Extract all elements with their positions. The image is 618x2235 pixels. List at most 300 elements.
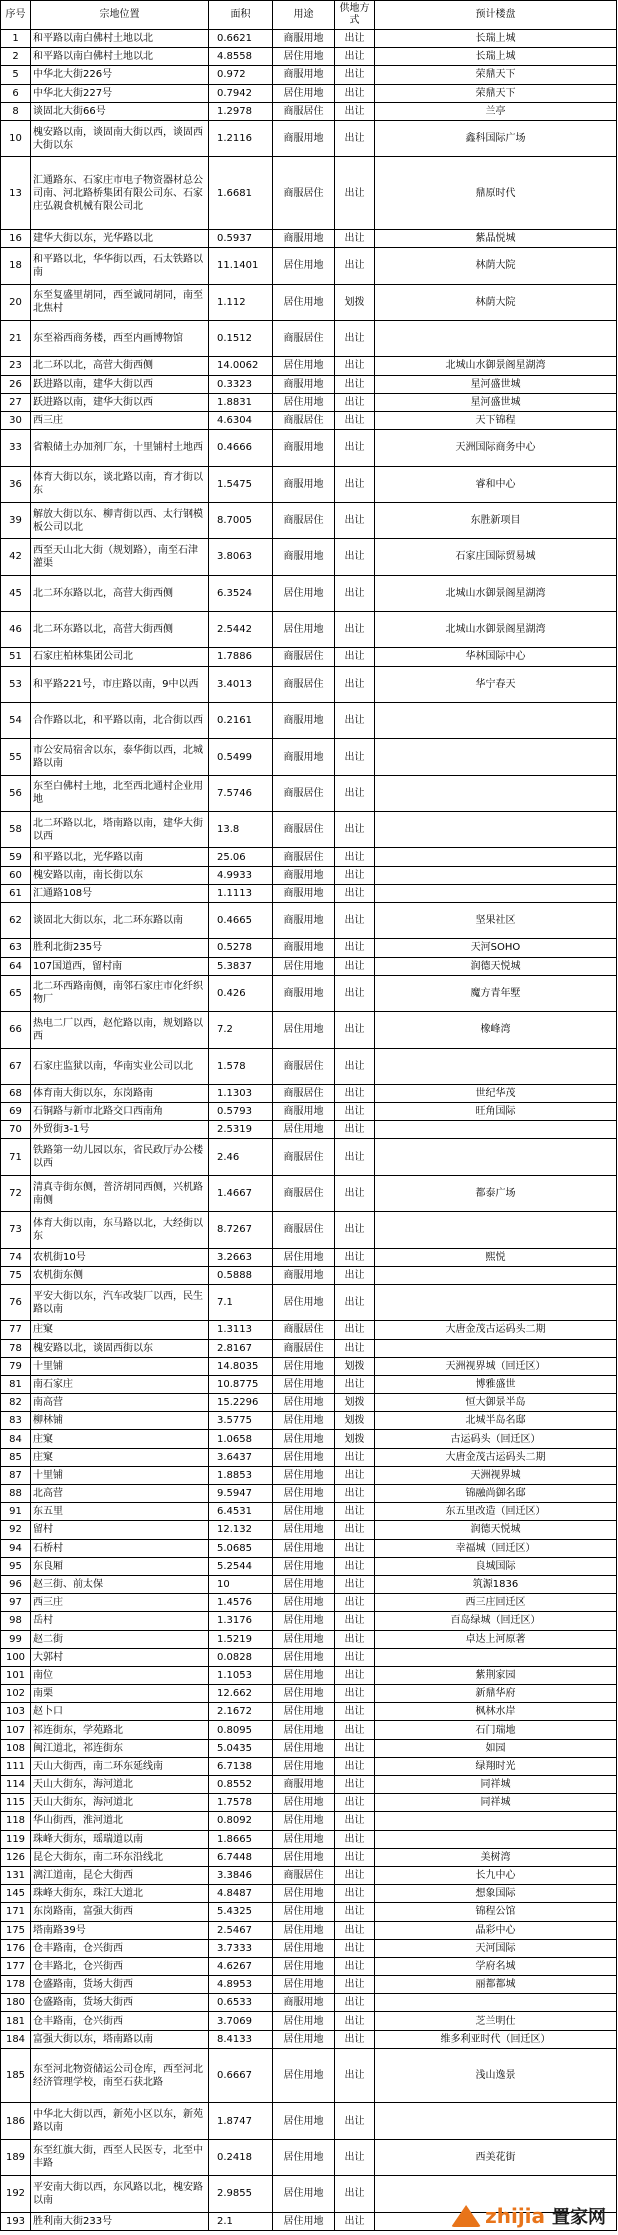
cell-idx: 67 bbox=[1, 1048, 31, 1084]
cell-location: 和平路221号，市庄路以南，9中以西 bbox=[31, 666, 209, 702]
cell-use: 居住用地 bbox=[273, 957, 335, 975]
cell-use: 商服用地 bbox=[273, 1994, 335, 2012]
table-row bbox=[1, 1375, 617, 1393]
cell-supply: 出让 bbox=[335, 2048, 375, 2103]
cell-location: 仓丰路北，仓兴街西 bbox=[31, 1957, 209, 1975]
table-body bbox=[1, 30, 617, 2231]
table-row bbox=[1, 1739, 617, 1757]
cell-supply: 出让 bbox=[335, 102, 375, 120]
cell-area: 0.3323 bbox=[209, 375, 273, 393]
cell-location: 西三庄 bbox=[31, 411, 209, 429]
cell-area: 13.8 bbox=[209, 812, 273, 848]
cell-project: 卓达上河原著 bbox=[375, 1630, 617, 1648]
cell-project bbox=[375, 2103, 617, 2139]
cell-idx: 42 bbox=[1, 539, 31, 575]
cell-location: 北二环路以北，塔南路以南，建华大街以西 bbox=[31, 812, 209, 848]
table-row bbox=[1, 612, 617, 648]
cell-area: 3.2663 bbox=[209, 1248, 273, 1266]
table-row bbox=[1, 411, 617, 429]
cell-supply: 出让 bbox=[335, 1830, 375, 1848]
cell-location: 北二环东路以北，高营大街西侧 bbox=[31, 575, 209, 611]
table-row bbox=[1, 1339, 617, 1357]
cell-idx: 192 bbox=[1, 2176, 31, 2212]
cell-supply: 出让 bbox=[335, 884, 375, 902]
cell-project: 林荫大院 bbox=[375, 248, 617, 284]
table-row bbox=[1, 30, 617, 48]
cell-area: 4.6304 bbox=[209, 411, 273, 429]
table-row bbox=[1, 1575, 617, 1593]
brand-cn: 置家网 bbox=[552, 2207, 606, 2228]
cell-area: 6.7448 bbox=[209, 1848, 273, 1866]
cell-idx: 68 bbox=[1, 1084, 31, 1102]
cell-use: 商服居住 bbox=[273, 1212, 335, 1248]
cell-supply: 出让 bbox=[335, 1812, 375, 1830]
cell-area: 0.2418 bbox=[209, 2139, 273, 2175]
cell-area: 2.46 bbox=[209, 1139, 273, 1175]
cell-area: 3.4013 bbox=[209, 666, 273, 702]
cell-area: 1.8747 bbox=[209, 2103, 273, 2139]
table-row bbox=[1, 2030, 617, 2048]
cell-area: 3.5775 bbox=[209, 1412, 273, 1430]
cell-supply: 出让 bbox=[335, 1903, 375, 1921]
cell-idx: 145 bbox=[1, 1885, 31, 1903]
cell-location: 清真寺街东侧，普济胡同西侧，兴机路南侧 bbox=[31, 1175, 209, 1211]
cell-project bbox=[375, 321, 617, 357]
cell-location: 南位 bbox=[31, 1666, 209, 1684]
cell-location: 东五里 bbox=[31, 1503, 209, 1521]
cell-project: 北城半岛名邸 bbox=[375, 1412, 617, 1430]
cell-location: 仓丰路南，仓兴街西 bbox=[31, 1939, 209, 1957]
cell-supply: 出让 bbox=[335, 1266, 375, 1284]
cell-supply: 出让 bbox=[335, 430, 375, 466]
cell-area: 6.4531 bbox=[209, 1503, 273, 1521]
cell-supply: 划拨 bbox=[335, 1430, 375, 1448]
cell-location: 昆仑大街东，南二环东沿线北 bbox=[31, 1848, 209, 1866]
cell-project: 芝兰明仕 bbox=[375, 2012, 617, 2030]
table-row bbox=[1, 430, 617, 466]
cell-idx: 51 bbox=[1, 648, 31, 666]
table-row bbox=[1, 1139, 617, 1175]
cell-area: 2.8167 bbox=[209, 1339, 273, 1357]
cell-use: 商服用地 bbox=[273, 903, 335, 939]
table-row bbox=[1, 1776, 617, 1794]
cell-idx: 69 bbox=[1, 1103, 31, 1121]
cell-location: 和平路以北，光华路以南 bbox=[31, 848, 209, 866]
cell-use: 商服居住 bbox=[273, 648, 335, 666]
cell-idx: 107 bbox=[1, 1721, 31, 1739]
cell-area: 12.662 bbox=[209, 1685, 273, 1703]
cell-location: 胜利南大街233号 bbox=[31, 2212, 209, 2230]
cell-project bbox=[375, 1648, 617, 1666]
table-row bbox=[1, 1539, 617, 1557]
cell-project bbox=[375, 1048, 617, 1084]
table-row bbox=[1, 1012, 617, 1048]
cell-idx: 92 bbox=[1, 1521, 31, 1539]
cell-supply: 出让 bbox=[335, 612, 375, 648]
cell-location: 仓盛路南，货场大街西 bbox=[31, 1976, 209, 1994]
cell-area: 0.5888 bbox=[209, 1266, 273, 1284]
cell-use: 居住用地 bbox=[273, 1448, 335, 1466]
cell-use: 居住用地 bbox=[273, 1848, 335, 1866]
cell-use: 居住用地 bbox=[273, 2212, 335, 2230]
cell-area: 5.0685 bbox=[209, 1539, 273, 1557]
cell-use: 居住用地 bbox=[273, 1739, 335, 1757]
table-row bbox=[1, 393, 617, 411]
table-row bbox=[1, 1357, 617, 1375]
cell-project: 晶彩中心 bbox=[375, 1921, 617, 1939]
table-row bbox=[1, 1630, 617, 1648]
cell-location: 槐安路以南，南长街以东 bbox=[31, 866, 209, 884]
cell-supply: 出让 bbox=[335, 357, 375, 375]
cell-use: 居住用地 bbox=[273, 284, 335, 320]
cell-idx: 108 bbox=[1, 1739, 31, 1757]
header-area: 面积 bbox=[209, 1, 273, 30]
cell-idx: 23 bbox=[1, 357, 31, 375]
cell-use: 商服用地 bbox=[273, 1103, 335, 1121]
cell-supply: 出让 bbox=[335, 1248, 375, 1266]
cell-project: 长瑞上城 bbox=[375, 30, 617, 48]
cell-project: 星河盛世城 bbox=[375, 375, 617, 393]
table-row bbox=[1, 903, 617, 939]
cell-use: 居住用地 bbox=[273, 575, 335, 611]
cell-idx: 20 bbox=[1, 284, 31, 320]
cell-location: 留村 bbox=[31, 1521, 209, 1539]
cell-supply: 划拨 bbox=[335, 1357, 375, 1375]
cell-use: 居住用地 bbox=[273, 1121, 335, 1139]
cell-area: 14.0062 bbox=[209, 357, 273, 375]
cell-use: 居住用地 bbox=[273, 1812, 335, 1830]
cell-supply: 出让 bbox=[335, 1485, 375, 1503]
table-row bbox=[1, 1048, 617, 1084]
cell-supply: 出让 bbox=[335, 1139, 375, 1175]
table-row bbox=[1, 2139, 617, 2175]
cell-location: 赵二街 bbox=[31, 1630, 209, 1648]
table-row bbox=[1, 1666, 617, 1684]
table-row bbox=[1, 248, 617, 284]
cell-location: 铁路第一幼儿园以东，省民政厅办公楼以西 bbox=[31, 1139, 209, 1175]
table-row bbox=[1, 1448, 617, 1466]
table-row bbox=[1, 1721, 617, 1739]
cell-location: 珠峰大街东，珠江大道北 bbox=[31, 1885, 209, 1903]
table-row bbox=[1, 1557, 617, 1575]
cell-idx: 81 bbox=[1, 1375, 31, 1393]
cell-idx: 79 bbox=[1, 1357, 31, 1375]
cell-use: 商服居住 bbox=[273, 1866, 335, 1884]
cell-use: 居住用地 bbox=[273, 2048, 335, 2103]
cell-supply: 出让 bbox=[335, 1448, 375, 1466]
cell-project bbox=[375, 1284, 617, 1320]
cell-area: 1.8853 bbox=[209, 1466, 273, 1484]
cell-area: 0.426 bbox=[209, 975, 273, 1011]
cell-supply: 出让 bbox=[335, 1794, 375, 1812]
cell-location: 市公安局宿舍以东，泰华街以西，北城路以南 bbox=[31, 739, 209, 775]
cell-use: 商服居住 bbox=[273, 1139, 335, 1175]
cell-idx: 95 bbox=[1, 1557, 31, 1575]
cell-supply: 出让 bbox=[335, 1630, 375, 1648]
cell-idx: 45 bbox=[1, 575, 31, 611]
cell-area: 1.2978 bbox=[209, 102, 273, 120]
cell-project: 筑源1836 bbox=[375, 1575, 617, 1593]
cell-use: 居住用地 bbox=[273, 1284, 335, 1320]
cell-use: 居住用地 bbox=[273, 1375, 335, 1393]
cell-location: 闽江道北，祁连街东 bbox=[31, 1739, 209, 1757]
cell-use: 居住用地 bbox=[273, 1557, 335, 1575]
table-row bbox=[1, 1121, 617, 1139]
cell-use: 居住用地 bbox=[273, 1539, 335, 1557]
cell-supply: 出让 bbox=[335, 1612, 375, 1630]
cell-idx: 73 bbox=[1, 1212, 31, 1248]
cell-project: 同祥城 bbox=[375, 1776, 617, 1794]
cell-idx: 74 bbox=[1, 1248, 31, 1266]
table-row bbox=[1, 1685, 617, 1703]
table-row bbox=[1, 884, 617, 902]
cell-idx: 91 bbox=[1, 1503, 31, 1521]
cell-area: 1.3113 bbox=[209, 1321, 273, 1339]
cell-supply: 出让 bbox=[335, 120, 375, 156]
cell-idx: 21 bbox=[1, 321, 31, 357]
cell-use: 居住用地 bbox=[273, 1612, 335, 1630]
cell-location: 跃进路以南，建华大街以西 bbox=[31, 393, 209, 411]
cell-project: 鼎原时代 bbox=[375, 157, 617, 230]
table-row bbox=[1, 1994, 617, 2012]
cell-project: 荣鼎天下 bbox=[375, 84, 617, 102]
cell-project: 古运码头（回迁区） bbox=[375, 1430, 617, 1448]
cell-use: 商服居住 bbox=[273, 775, 335, 811]
cell-area: 1.578 bbox=[209, 1048, 273, 1084]
cell-area: 10 bbox=[209, 1575, 273, 1593]
cell-use: 居住用地 bbox=[273, 1521, 335, 1539]
cell-project: 大唐金茂古运码头二期 bbox=[375, 1321, 617, 1339]
cell-location: 石桥村 bbox=[31, 1539, 209, 1557]
cell-location: 东至红旗大街，西至人民医专，北至中丰路 bbox=[31, 2139, 209, 2175]
table-row bbox=[1, 2048, 617, 2103]
cell-use: 商服用地 bbox=[273, 1266, 335, 1284]
cell-use: 居住用地 bbox=[273, 2103, 335, 2139]
cell-location: 赵卜口 bbox=[31, 1703, 209, 1721]
cell-area: 7.2 bbox=[209, 1012, 273, 1048]
table-row bbox=[1, 539, 617, 575]
cell-location: 平安大街以东，汽车改装厂以西，民生路以南 bbox=[31, 1284, 209, 1320]
table-row bbox=[1, 48, 617, 66]
cell-idx: 58 bbox=[1, 812, 31, 848]
cell-project: 紫晶悦城 bbox=[375, 230, 617, 248]
cell-area: 0.8095 bbox=[209, 1721, 273, 1739]
cell-project: 林荫大院 bbox=[375, 284, 617, 320]
cell-area: 1.112 bbox=[209, 284, 273, 320]
cell-project: 石家庄国际贸易城 bbox=[375, 539, 617, 575]
cell-supply: 出让 bbox=[335, 48, 375, 66]
cell-project: 熙悦 bbox=[375, 1248, 617, 1266]
cell-idx: 1 bbox=[1, 30, 31, 48]
cell-use: 居住用地 bbox=[273, 84, 335, 102]
cell-supply: 出让 bbox=[335, 2012, 375, 2030]
cell-location: 农机街东侧 bbox=[31, 1266, 209, 1284]
cell-location: 南石家庄 bbox=[31, 1375, 209, 1393]
cell-project: 浅山逸景 bbox=[375, 2048, 617, 2103]
header-project: 预计楼盘 bbox=[375, 1, 617, 30]
cell-area: 11.1401 bbox=[209, 248, 273, 284]
cell-supply: 出让 bbox=[335, 321, 375, 357]
cell-project bbox=[375, 1812, 617, 1830]
cell-idx: 119 bbox=[1, 1830, 31, 1848]
cell-area: 15.2296 bbox=[209, 1394, 273, 1412]
cell-area: 1.2116 bbox=[209, 120, 273, 156]
cell-location: 热电二厂以西，赵佗路以南，规划路以西 bbox=[31, 1012, 209, 1048]
cell-supply: 出让 bbox=[335, 1466, 375, 1484]
cell-area: 1.7578 bbox=[209, 1794, 273, 1812]
table-row bbox=[1, 1757, 617, 1775]
cell-supply: 出让 bbox=[335, 1557, 375, 1575]
table-row bbox=[1, 1284, 617, 1320]
cell-location: 大郭村 bbox=[31, 1648, 209, 1666]
table-row bbox=[1, 1394, 617, 1412]
cell-use: 居住用地 bbox=[273, 1703, 335, 1721]
cell-supply: 出让 bbox=[335, 1848, 375, 1866]
table-row bbox=[1, 84, 617, 102]
cell-idx: 180 bbox=[1, 1994, 31, 2012]
table-row bbox=[1, 1521, 617, 1539]
cell-idx: 71 bbox=[1, 1139, 31, 1175]
cell-idx: 61 bbox=[1, 884, 31, 902]
cell-area: 5.0435 bbox=[209, 1739, 273, 1757]
cell-idx: 177 bbox=[1, 1957, 31, 1975]
table-row bbox=[1, 1175, 617, 1211]
brand-text bbox=[485, 2203, 606, 2229]
cell-area: 6.7138 bbox=[209, 1757, 273, 1775]
cell-area: 8.4133 bbox=[209, 2030, 273, 2048]
cell-idx: 76 bbox=[1, 1284, 31, 1320]
header-location: 宗地位置 bbox=[31, 1, 209, 30]
cell-idx: 64 bbox=[1, 957, 31, 975]
cell-project: 鑫科国际广场 bbox=[375, 120, 617, 156]
cell-idx: 36 bbox=[1, 466, 31, 502]
cell-idx: 13 bbox=[1, 157, 31, 230]
cell-area: 4.8558 bbox=[209, 48, 273, 66]
cell-supply: 出让 bbox=[335, 739, 375, 775]
cell-project: 旺角国际 bbox=[375, 1103, 617, 1121]
cell-use: 商服用地 bbox=[273, 975, 335, 1011]
cell-area: 7.1 bbox=[209, 1284, 273, 1320]
cell-project: 北城山水御景阁星湖湾 bbox=[375, 575, 617, 611]
table-row bbox=[1, 1266, 617, 1284]
cell-supply: 出让 bbox=[335, 2139, 375, 2175]
table-row bbox=[1, 866, 617, 884]
table-row bbox=[1, 230, 617, 248]
cell-idx: 27 bbox=[1, 393, 31, 411]
cell-idx: 184 bbox=[1, 2030, 31, 2048]
cell-project: 维多利亚时代（回迁区） bbox=[375, 2030, 617, 2048]
cell-project bbox=[375, 1266, 617, 1284]
cell-use: 居住用地 bbox=[273, 1757, 335, 1775]
cell-location: 107国道西，留村南 bbox=[31, 957, 209, 975]
cell-area: 12.132 bbox=[209, 1521, 273, 1539]
cell-location: 体育大街以东，谈北路以南，育才街以东 bbox=[31, 466, 209, 502]
cell-supply: 出让 bbox=[335, 248, 375, 284]
cell-supply: 出让 bbox=[335, 1284, 375, 1320]
cell-project: 天洲视界城（回迁区） bbox=[375, 1357, 617, 1375]
table-row bbox=[1, 1485, 617, 1503]
cell-use: 商服居住 bbox=[273, 1339, 335, 1357]
cell-idx: 115 bbox=[1, 1794, 31, 1812]
cell-project: 魔方青年墅 bbox=[375, 975, 617, 1011]
cell-location: 北二环西路南侧，南邻石家庄市化纤织物厂 bbox=[31, 975, 209, 1011]
cell-idx: 118 bbox=[1, 1812, 31, 1830]
table-row bbox=[1, 1957, 617, 1975]
cell-location: 汇通路108号 bbox=[31, 884, 209, 902]
cell-location: 南高营 bbox=[31, 1394, 209, 1412]
cell-location: 东至裕西商务楼，西至内画博物馆 bbox=[31, 321, 209, 357]
cell-supply: 出让 bbox=[335, 903, 375, 939]
cell-project: 幸福城（回迁区） bbox=[375, 1539, 617, 1557]
cell-supply: 出让 bbox=[335, 866, 375, 884]
brand-latin: zhijia bbox=[485, 2204, 546, 2228]
cell-location: 谈固北大街以东，北二环东路以南 bbox=[31, 903, 209, 939]
cell-location: 西三庄 bbox=[31, 1594, 209, 1612]
cell-location: 西至天山北大街（规划路），南至石津灌渠 bbox=[31, 539, 209, 575]
cell-location: 岳村 bbox=[31, 1612, 209, 1630]
cell-area: 1.6681 bbox=[209, 157, 273, 230]
cell-location: 和平路以南白佛村土地以北 bbox=[31, 30, 209, 48]
cell-supply: 出让 bbox=[335, 1866, 375, 1884]
cell-supply: 出让 bbox=[335, 575, 375, 611]
cell-area: 2.9855 bbox=[209, 2176, 273, 2212]
cell-idx: 189 bbox=[1, 2139, 31, 2175]
cell-project: 如园 bbox=[375, 1739, 617, 1757]
cell-supply: 出让 bbox=[335, 1994, 375, 2012]
cell-use: 居住用地 bbox=[273, 1357, 335, 1375]
cell-supply: 出让 bbox=[335, 1957, 375, 1975]
cell-area: 14.8035 bbox=[209, 1357, 273, 1375]
table-row bbox=[1, 2012, 617, 2030]
cell-supply: 出让 bbox=[335, 775, 375, 811]
brand-watermark bbox=[451, 2203, 606, 2229]
cell-supply: 出让 bbox=[335, 1885, 375, 1903]
table-row bbox=[1, 1466, 617, 1484]
cell-project: 西美花街 bbox=[375, 2139, 617, 2175]
table-row bbox=[1, 666, 617, 702]
cell-project: 锦程公馆 bbox=[375, 1903, 617, 1921]
table-row bbox=[1, 1976, 617, 1994]
cell-location: 中华北大街以西，新苑小区以东，新苑路以南 bbox=[31, 2103, 209, 2139]
house-roof-icon bbox=[451, 2205, 481, 2227]
cell-area: 3.8063 bbox=[209, 539, 273, 575]
cell-supply: 出让 bbox=[335, 375, 375, 393]
cell-idx: 10 bbox=[1, 120, 31, 156]
header-use: 用途 bbox=[273, 1, 335, 30]
cell-project: 学府名城 bbox=[375, 1957, 617, 1975]
cell-area: 0.1512 bbox=[209, 321, 273, 357]
cell-idx: 60 bbox=[1, 866, 31, 884]
cell-project: 良城国际 bbox=[375, 1557, 617, 1575]
table-row bbox=[1, 1321, 617, 1339]
cell-project: 丽都都城 bbox=[375, 1976, 617, 1994]
table-row bbox=[1, 321, 617, 357]
cell-project: 天洲视界城 bbox=[375, 1466, 617, 1484]
cell-use: 商服用地 bbox=[273, 739, 335, 775]
cell-idx: 46 bbox=[1, 612, 31, 648]
cell-supply: 出让 bbox=[335, 1685, 375, 1703]
cell-project bbox=[375, 1212, 617, 1248]
cell-supply: 出让 bbox=[335, 1739, 375, 1757]
cell-location: 仓盛路南，货场大街西 bbox=[31, 1994, 209, 2012]
cell-use: 居住用地 bbox=[273, 1575, 335, 1593]
cell-project: 恒大御景半岛 bbox=[375, 1394, 617, 1412]
table-row bbox=[1, 1848, 617, 1866]
cell-idx: 65 bbox=[1, 975, 31, 1011]
cell-use: 商服用地 bbox=[273, 120, 335, 156]
cell-idx: 5 bbox=[1, 66, 31, 84]
cell-project: 兰亭 bbox=[375, 102, 617, 120]
